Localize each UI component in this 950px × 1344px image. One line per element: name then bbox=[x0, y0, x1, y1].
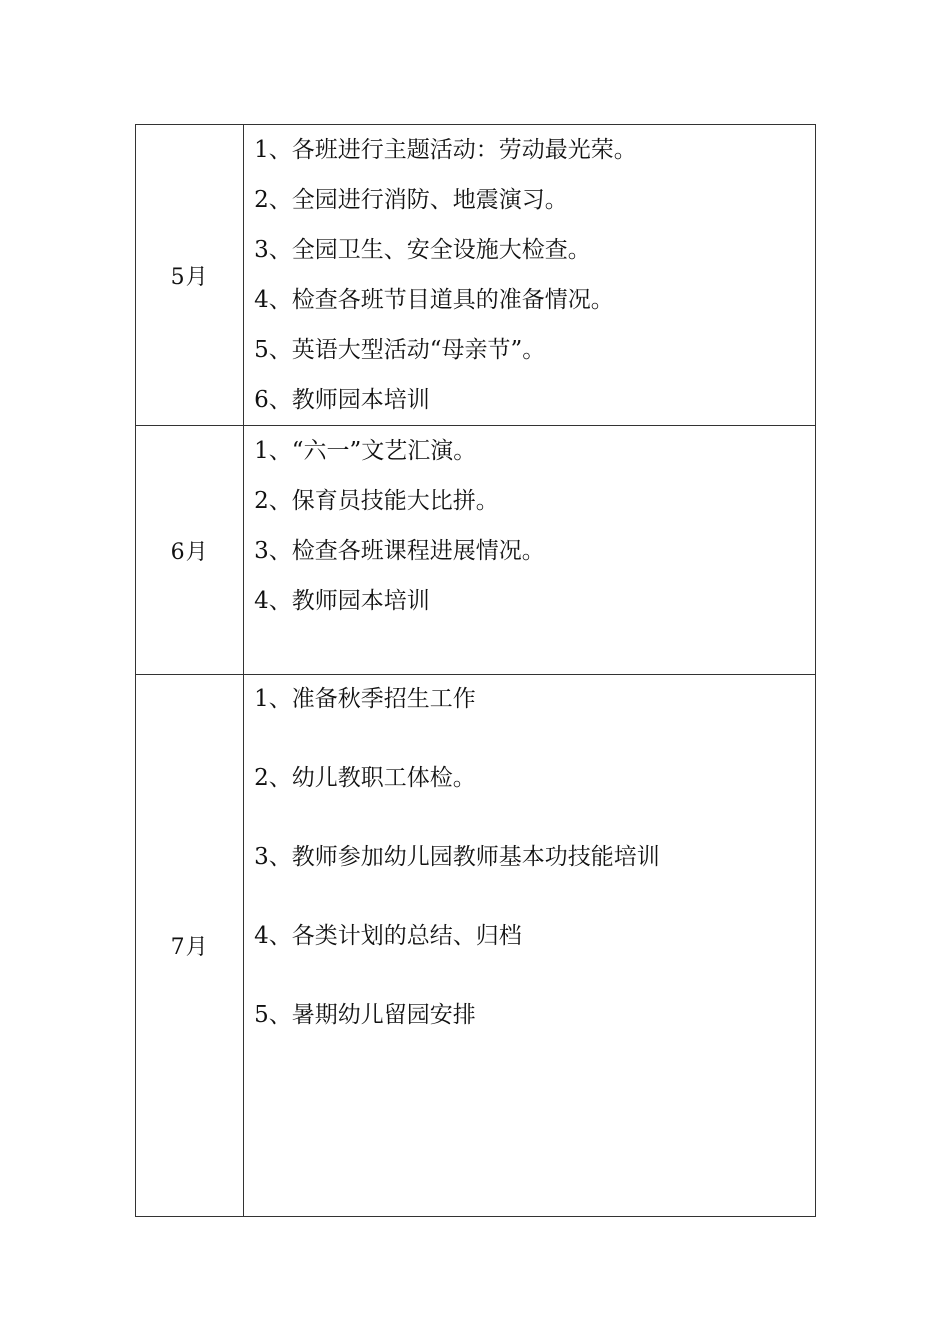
month-label: 5月 bbox=[170, 264, 209, 290]
month-cell bbox=[136, 125, 244, 426]
month-cell bbox=[136, 675, 244, 1217]
plan-item: 5、暑期幼儿留园安排 bbox=[254, 1002, 476, 1028]
plan-item: 4、各类计划的总结、归档 bbox=[254, 923, 522, 949]
items-cell bbox=[244, 125, 816, 426]
month-label: 7月 bbox=[170, 935, 209, 960]
table-row-may bbox=[136, 125, 816, 426]
table-row-july bbox=[136, 675, 816, 1217]
items-cell bbox=[244, 675, 816, 1217]
plan-item: 1、各班进行主题活动：劳动最光荣。 bbox=[254, 137, 637, 163]
plan-item: 4、教师园本培训 bbox=[254, 588, 430, 614]
plan-item: 6、教师园本培训 bbox=[254, 387, 430, 413]
plan-item: 2、全园进行消防、地震演习。 bbox=[254, 187, 568, 213]
monthly-plan-table bbox=[135, 124, 816, 1217]
month-label: 6月 bbox=[170, 539, 209, 565]
month-cell bbox=[136, 426, 244, 675]
plan-item: 2、保育员技能大比拼。 bbox=[254, 488, 499, 514]
plan-item: 4、检查各班节目道具的准备情况。 bbox=[254, 287, 614, 313]
table-row-june bbox=[136, 426, 816, 675]
plan-item: 2、幼儿教职工体检。 bbox=[254, 765, 476, 791]
plan-item: 1、“六一”文艺汇演。 bbox=[254, 438, 477, 464]
plan-item: 1、准备秋季招生工作 bbox=[254, 686, 476, 712]
items-cell bbox=[244, 426, 816, 675]
plan-item: 3、教师参加幼儿园教师基本功技能培训 bbox=[254, 844, 660, 870]
plan-item: 3、全园卫生、安全设施大检查。 bbox=[254, 237, 591, 263]
plan-item: 3、检查各班课程进展情况。 bbox=[254, 538, 545, 564]
plan-item-list bbox=[254, 675, 815, 1070]
plan-item: 5、英语大型活动“母亲节”。 bbox=[254, 337, 546, 363]
